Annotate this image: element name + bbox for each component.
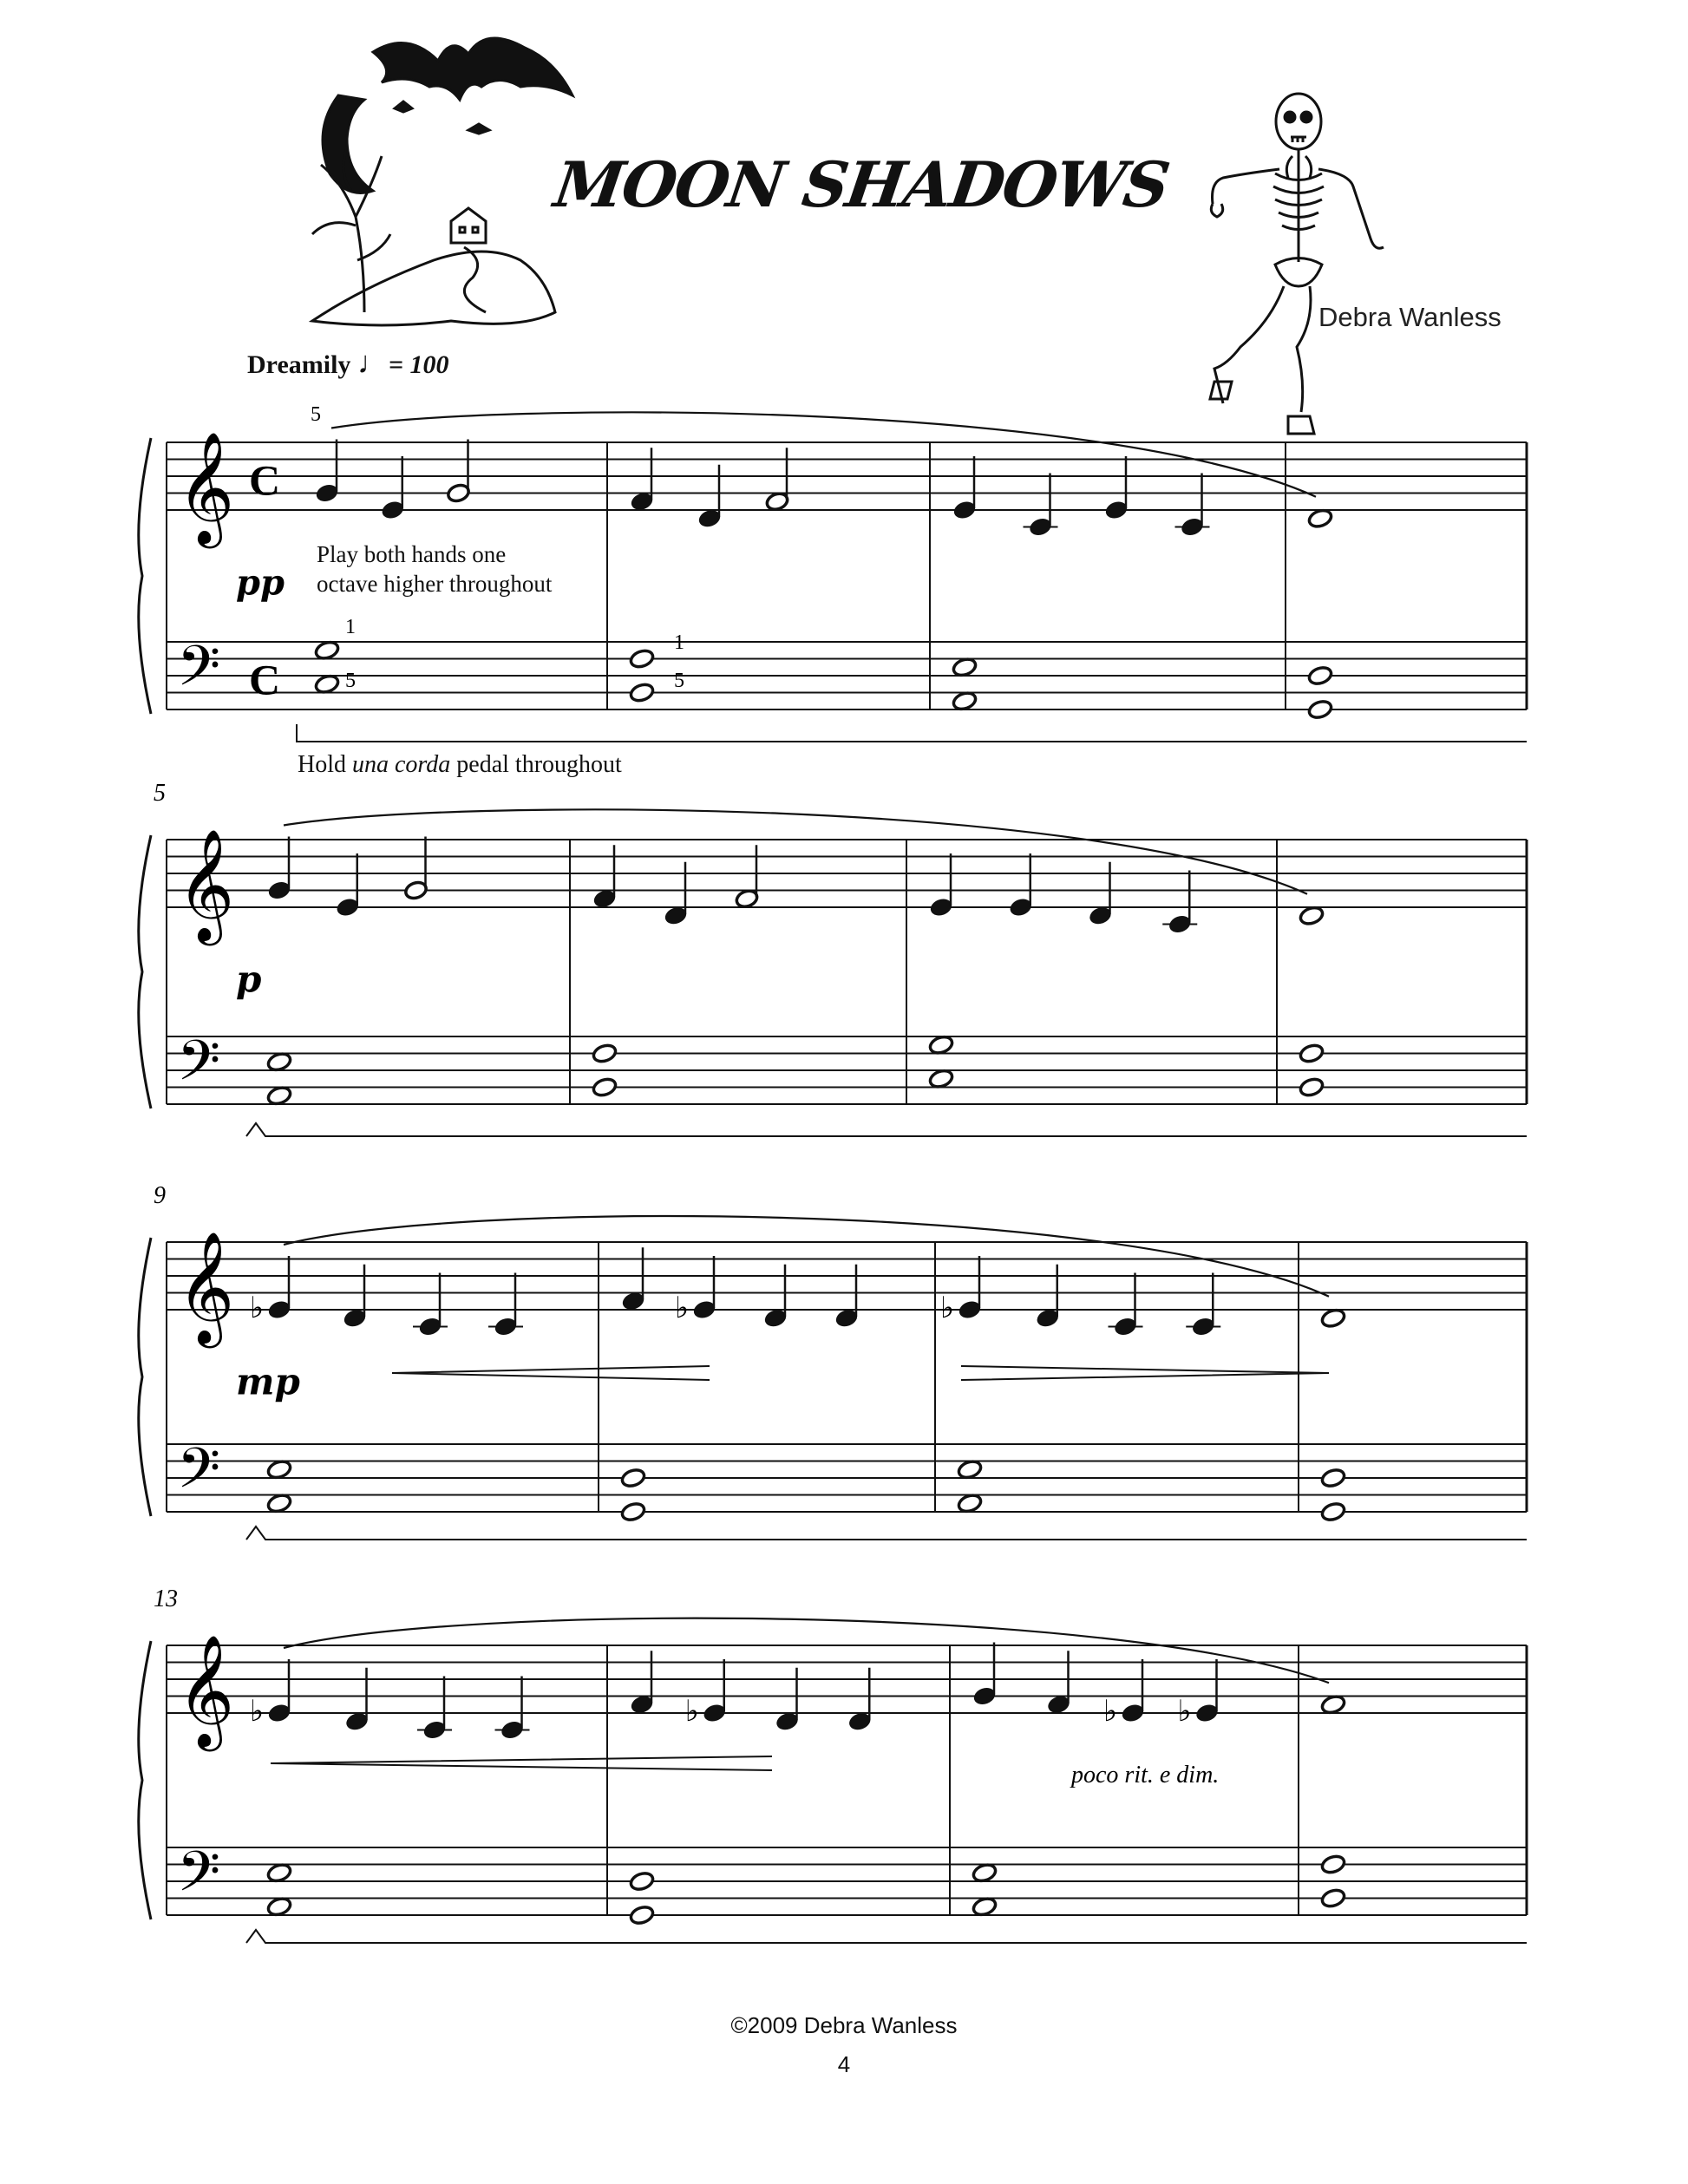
octave-instruction (317, 539, 552, 598)
notehead (928, 1034, 954, 1056)
notehead (266, 1459, 292, 1481)
crescendo-hairpin (392, 1366, 710, 1380)
pedal-line (246, 1930, 1527, 1943)
measure-number: 9 (154, 1182, 166, 1209)
bass-clef-icon: 𝄢 (177, 1436, 221, 1515)
treble-clef-icon: 𝄞 (177, 431, 235, 544)
grand-staff-brace (139, 835, 151, 1108)
flat-accidental: ♭ (250, 1291, 265, 1325)
flat-accidental: ♭ (250, 1694, 265, 1729)
notehead (314, 639, 340, 661)
treble-clef-icon: 𝄞 (177, 1634, 235, 1747)
composer-name: Debra Wanless (1318, 302, 1502, 332)
notehead (1307, 699, 1333, 721)
grand-staff-brace (139, 1238, 151, 1516)
flat-accidental: ♭ (1103, 1694, 1118, 1729)
notehead (1299, 1043, 1325, 1064)
notehead (1320, 1307, 1346, 1329)
notehead (629, 682, 655, 703)
notehead (1307, 665, 1333, 687)
grand-staff-brace (139, 438, 151, 714)
notehead (620, 1468, 646, 1489)
pedal-instruction (298, 750, 622, 780)
tempo-bpm: = 100 (388, 350, 449, 379)
notehead (1299, 1076, 1325, 1098)
treble-clef-icon: 𝄞 (177, 828, 235, 941)
notehead (1320, 1694, 1346, 1716)
dynamic-marking: p (236, 958, 262, 1001)
measure-number: 13 (154, 1586, 178, 1612)
octave-instruction-line1: Play both hands one (317, 541, 507, 567)
notehead (266, 1896, 292, 1918)
phrase-slur (284, 1618, 1329, 1684)
notehead (620, 1501, 646, 1523)
notehead (952, 657, 978, 678)
fingering-number: 5 (674, 670, 684, 692)
notehead (592, 1043, 618, 1064)
tempo-word: Dreamily (247, 350, 351, 379)
notehead (928, 1068, 954, 1089)
notehead (1307, 507, 1333, 529)
tempo-marking (247, 344, 449, 381)
crescendo-hairpin (271, 1756, 772, 1770)
fingering-number: 5 (311, 403, 321, 426)
notehead (1320, 1887, 1346, 1909)
quarter-note-icon: ♩ (357, 345, 389, 380)
notehead (952, 690, 978, 712)
bass-clef-icon: 𝄢 (177, 1029, 221, 1108)
notehead (266, 1862, 292, 1884)
measure-number: 5 (154, 780, 166, 807)
page-number: 4 (837, 2051, 851, 2077)
fingering-number: 1 (345, 616, 356, 638)
pedal-prefix: Hold (298, 751, 352, 778)
notehead (592, 1076, 618, 1098)
bass-time-signature: C (249, 655, 281, 704)
bass-clef-icon: 𝄢 (177, 634, 221, 713)
pedal-line (246, 1123, 1527, 1136)
flat-accidental: ♭ (1177, 1694, 1192, 1729)
fingering-number: 5 (345, 670, 356, 692)
expression-marking: poco rit. e dim. (1071, 1762, 1220, 1788)
notehead (266, 1051, 292, 1073)
bass-clef-icon: 𝄢 (177, 1840, 221, 1919)
notehead (972, 1896, 998, 1918)
piece-title: MOON SHADOWS (550, 147, 1173, 221)
pedal-italic: una corda (352, 751, 451, 778)
notehead (1320, 1468, 1346, 1489)
haunted-hill-bat-icon (312, 38, 572, 325)
notehead (957, 1459, 983, 1481)
notehead (1299, 905, 1325, 926)
flat-accidental: ♭ (940, 1291, 955, 1325)
notehead (972, 1862, 998, 1884)
notehead (314, 673, 340, 695)
pedal-line (297, 724, 1527, 742)
phrase-slur (331, 412, 1316, 496)
flat-accidental: ♭ (684, 1694, 699, 1729)
dancing-skeleton-icon (1210, 94, 1384, 434)
notehead (629, 1905, 655, 1926)
treble-time-signature: C (249, 455, 281, 505)
notehead (1320, 1854, 1346, 1875)
pedal-suffix: pedal throughout (450, 751, 622, 778)
flat-accidental: ♭ (675, 1291, 690, 1325)
grand-staff-brace (139, 1641, 151, 1919)
phrase-slur (284, 809, 1307, 893)
copyright-notice: ©2009 Debra Wanless (730, 2012, 958, 2038)
octave-instruction-line2: octave higher throughout (317, 571, 553, 597)
notehead (629, 1871, 655, 1893)
dynamic-marking: mp (236, 1360, 300, 1403)
treble-clef-icon: 𝄞 (177, 1231, 235, 1344)
notehead (266, 1493, 292, 1514)
fingering-number: 1 (674, 631, 684, 654)
notehead (957, 1493, 983, 1514)
pedal-line (246, 1527, 1527, 1540)
notehead (629, 648, 655, 670)
dynamic-marking: pp (236, 562, 285, 604)
decrescendo-hairpin (961, 1366, 1329, 1380)
notehead (266, 1085, 292, 1107)
notehead (1320, 1501, 1346, 1523)
